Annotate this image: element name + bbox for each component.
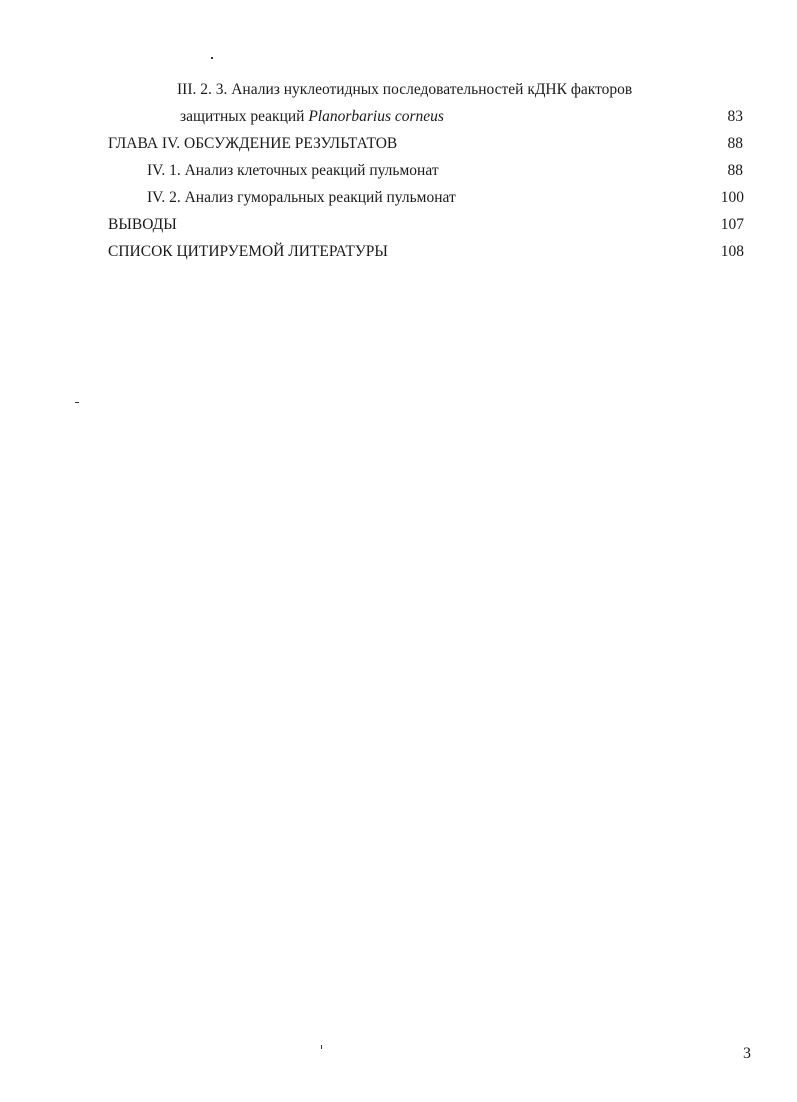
scan-speck: [211, 57, 213, 59]
toc-chapter-line: [108, 215, 744, 235]
toc-entry-text-prefix: защитных реакций: [180, 108, 309, 125]
toc-page-number: 83: [727, 108, 743, 125]
toc-page-number: 88: [727, 135, 743, 152]
page-number: 3: [743, 1045, 751, 1062]
toc-entry-line: [177, 80, 697, 100]
toc-page-number: 88: [727, 162, 743, 179]
toc-entry-line: [147, 161, 743, 181]
toc-entry-text: [180, 107, 444, 127]
toc-page-number: 108: [720, 243, 744, 260]
toc-chapter-line: [108, 242, 744, 262]
toc-entry-text: IV. 2. Анализ гуморальных реакций пульмонат: [147, 189, 456, 206]
toc-page-number: 107: [720, 216, 744, 233]
toc-chapter-line: [108, 134, 743, 154]
toc-chapter-title: ГЛАВА IV. ОБСУЖДЕНИЕ РЕЗУЛЬТАТОВ: [108, 135, 398, 152]
toc-entry-species-name: Planorbarius corneus: [308, 108, 444, 125]
toc-page-number: 100: [720, 189, 744, 206]
scan-speck: [321, 1045, 322, 1049]
scan-speck: [75, 402, 79, 403]
toc-entry-line: [180, 107, 743, 127]
toc-entry-text: III. 2. 3. Анализ нуклеотидных последовательностей кДНК факторов: [177, 81, 633, 98]
toc-entry-line: [147, 188, 744, 208]
toc-chapter-title: СПИСОК ЦИТИРУЕМОЙ ЛИТЕРАТУРЫ: [108, 243, 388, 260]
toc-chapter-title: ВЫВОДЫ: [108, 216, 177, 233]
toc-entry-text: IV. 1. Анализ клеточных реакций пульмонат: [147, 162, 439, 179]
